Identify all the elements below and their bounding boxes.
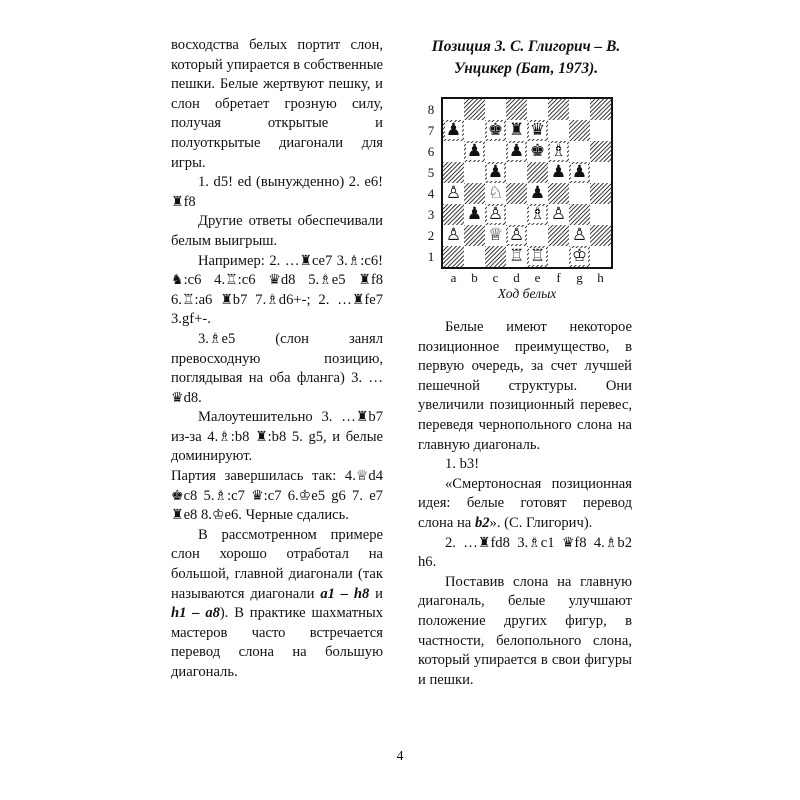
rank-label: 8 [427, 102, 435, 117]
square-a8 [443, 99, 464, 120]
square-g8 [569, 99, 590, 120]
square-a7 [443, 120, 464, 141]
paragraph: Партия завершилась так: 4.♕d4 ♚c8 5.♗:c7 ♛:c7 6.♔e5 g6 7. e7 ♜e8 8.♔e6. Черные сдались. [171, 468, 383, 524]
chess-figurine-icon: ♗ [266, 291, 279, 308]
square-c1 [485, 246, 506, 267]
paragraph: Малоутешительно 3. …♜b7 из-за 4.♗:b8 ♜:b8 5. g5, и белые доминируют. [171, 409, 383, 465]
square-d8 [506, 99, 527, 120]
square-f3 [548, 204, 569, 225]
square-a3 [443, 204, 464, 225]
rank-label: 1 [427, 249, 435, 264]
chess-piece-icon: ♔ [571, 246, 588, 266]
square-f1 [548, 246, 569, 267]
paragraph: 1. b3! [445, 456, 480, 473]
chess-figurine-icon: ♖ [225, 272, 238, 289]
file-label: f [556, 270, 561, 285]
position-heading: Позиция 3. С. Глигорич – В. Унцикер (Бат, 1973). [431, 38, 621, 77]
rank-label: 7 [427, 123, 435, 138]
square-g4 [569, 183, 590, 204]
square-g1 [569, 246, 590, 267]
square-h6 [590, 141, 611, 162]
square-d2 [506, 225, 527, 246]
square-h8 [590, 99, 611, 120]
chess-figurine-icon: ♛ [251, 487, 264, 504]
square-c3 [485, 204, 506, 225]
chess-figurine-icon: ♔ [298, 487, 312, 504]
square-e5 [527, 162, 548, 183]
chess-piece-icon: ♟ [466, 204, 483, 224]
file-label: a [450, 270, 457, 285]
square-c4 [485, 183, 506, 204]
paragraph: Поставив слона на главную диагональ, белые улучшают положение других фигур, в частности, белопольного слона, который упирается в свои фигуры и пешки. [418, 573, 632, 688]
file-label: d [513, 270, 520, 285]
chess-figurine-icon: ♜ [220, 291, 233, 308]
chess-figurine-icon: ♗ [528, 534, 541, 551]
square-b3 [464, 204, 485, 225]
square-a2 [443, 225, 464, 246]
chess-piece-icon: ♙ [550, 204, 567, 224]
rank-label: 6 [427, 144, 435, 159]
square-g5 [569, 162, 590, 183]
chess-piece-icon: ♟ [487, 162, 504, 182]
rank-label: 5 [427, 165, 435, 180]
square-b7 [464, 120, 485, 141]
chess-figurine-icon: ♛ [561, 534, 575, 551]
chess-board [441, 97, 613, 269]
paragraph: 3.♗e5 (слон занял превосходную позицию, поглядывая на оба фланга) 3. …♛d8. [171, 330, 383, 406]
square-h7 [590, 120, 611, 141]
square-d4 [506, 183, 527, 204]
square-h1 [590, 246, 611, 267]
chess-figurine-icon: ♜ [351, 291, 365, 308]
square-e3 [527, 204, 548, 225]
chess-piece-icon: ♘ [487, 183, 504, 203]
square-b4 [464, 183, 485, 204]
square-a6 [443, 141, 464, 162]
chess-figurine-icon: ♛ [268, 272, 281, 289]
chess-piece-icon: ♟ [571, 162, 588, 182]
chess-figurine-icon: ♜ [255, 428, 268, 445]
square-a1 [443, 246, 464, 267]
chess-figurine-icon: ♞ [171, 272, 184, 289]
square-g7 [569, 120, 590, 141]
file-label: g [576, 270, 583, 285]
square-e8 [527, 99, 548, 120]
square-g6 [569, 141, 590, 162]
square-f2 [548, 225, 569, 246]
chess-piece-icon: ♜ [508, 120, 525, 140]
square-c7 [485, 120, 506, 141]
square-e4 [527, 183, 548, 204]
rank-label: 3 [427, 207, 435, 222]
chess-piece-icon: ♖ [508, 246, 525, 266]
square-b1 [464, 246, 485, 267]
square-d3 [506, 204, 527, 225]
paragraph: Белые имеют некоторое позиционное преимущество, в первую очередь, за счет лучшей пешечной структуры. Они увеличили позиционный перевес, переведя чернопольного слона на главную диагональ. [418, 319, 632, 453]
page-number: 4 [396, 749, 404, 764]
chess-figurine-icon: ♜ [355, 409, 369, 426]
chess-figurine-icon: ♗ [347, 252, 361, 269]
chess-figurine-icon: ♔ [211, 507, 225, 524]
paragraph: 1. d5! ed (вынужденно) 2. e6! ♜f8 [171, 174, 383, 210]
square-e1 [527, 246, 548, 267]
chess-piece-icon: ♛ [529, 120, 546, 140]
file-label: c [492, 270, 499, 285]
chess-piece-icon: ♗ [550, 141, 567, 161]
square-f4 [548, 183, 569, 204]
square-d5 [506, 162, 527, 183]
chess-piece-icon: ♟ [466, 141, 483, 161]
square-h4 [590, 183, 611, 204]
left-text-column [171, 36, 383, 683]
square-d1 [506, 246, 527, 267]
chess-figurine-icon: ♜ [299, 252, 312, 269]
square-b6 [464, 141, 485, 162]
paragraph: В рассмотренном примере слон хорошо отработал на большой, главной диагонали (так называются диагонали a1 – h8 и h1 – a8). В практике шахматных мастеров часто встречается перевод слона на большую диагональ. [171, 526, 383, 680]
chess-figurine-icon: ♗ [218, 428, 231, 445]
chess-piece-icon: ♙ [445, 183, 462, 203]
square-h5 [590, 162, 611, 183]
square-c8 [485, 99, 506, 120]
chess-figurine-icon: ♖ [181, 291, 195, 308]
chess-piece-icon: ♖ [529, 246, 546, 266]
chess-figurine-icon: ♗ [214, 487, 228, 504]
square-c2 [485, 225, 506, 246]
square-a5 [443, 162, 464, 183]
square-b2 [464, 225, 485, 246]
square-c5 [485, 162, 506, 183]
rank-label: 4 [427, 186, 435, 201]
square-d6 [506, 141, 527, 162]
chess-figurine-icon: ♜ [171, 193, 184, 210]
chess-piece-icon: ♟ [445, 120, 462, 140]
chess-piece-icon: ♙ [445, 225, 462, 245]
square-f7 [548, 120, 569, 141]
square-e2 [527, 225, 548, 246]
chess-figurine-icon: ♗ [319, 272, 332, 289]
chess-piece-icon: ♙ [487, 204, 504, 224]
chess-piece-icon: ♙ [571, 225, 588, 245]
square-h3 [590, 204, 611, 225]
square-b5 [464, 162, 485, 183]
square-a4 [443, 183, 464, 204]
square-c6 [485, 141, 506, 162]
square-h2 [590, 225, 611, 246]
square-g2 [569, 225, 590, 246]
file-label: e [534, 270, 541, 285]
chess-figurine-icon: ♕ [355, 468, 369, 485]
square-e7 [527, 120, 548, 141]
square-e6 [527, 141, 548, 162]
right-text-column [418, 318, 632, 690]
paragraph: Другие ответы обеспечивали белым выигрыш. [171, 213, 383, 249]
rank-label: 2 [427, 228, 435, 243]
paragraph: восходства белых портит слон, который упирается в собственные пешки. Белые жертвуют пешку, и слон обретает грозную силу, получая открытые и полуоткрытые диагонали для игры. [171, 37, 383, 171]
chess-figurine-icon: ♜ [171, 507, 184, 524]
chess-figurine-icon: ♚ [171, 487, 184, 504]
square-g3 [569, 204, 590, 225]
file-label: b [471, 270, 478, 285]
chess-figurine-icon: ♜ [358, 272, 371, 289]
square-f8 [548, 99, 569, 120]
chess-piece-icon: ♚ [529, 141, 546, 161]
chess-piece-icon: ♟ [550, 162, 567, 182]
square-f6 [548, 141, 569, 162]
chess-piece-icon: ♗ [529, 204, 546, 224]
file-label: h [597, 270, 604, 285]
square-d7 [506, 120, 527, 141]
paragraph: «Смертоносная позиционная идея: белые готовят перевод слона на b2». (С. Глигорич). [418, 475, 632, 531]
chess-piece-icon: ♟ [508, 141, 525, 161]
chess-figurine-icon: ♗ [208, 330, 222, 347]
square-f5 [548, 162, 569, 183]
chess-piece-icon: ♟ [529, 183, 546, 203]
square-b8 [464, 99, 485, 120]
paragraph: 2. …♜fd8 3.♗c1 ♛f8 4.♗b2 h6. [418, 534, 632, 571]
chess-figurine-icon: ♛ [171, 389, 184, 406]
chess-diagram [422, 95, 618, 301]
chess-piece-icon: ♙ [508, 225, 525, 245]
chess-piece-icon: ♚ [487, 120, 504, 140]
diagram-caption: Ход белых [497, 286, 557, 301]
chess-piece-icon: ♕ [487, 225, 504, 245]
paragraph: Например: 2. …♜ce7 3.♗:c6! ♞:c6 4.♖:c6 ♛d8 5.♗e5 ♜f8 6.♖:a6 ♜b7 7.♗d6+-; 2. …♜fe7 3.gf+-. [171, 252, 384, 328]
chess-figurine-icon: ♜ [477, 534, 491, 551]
chess-figurine-icon: ♗ [604, 534, 618, 551]
